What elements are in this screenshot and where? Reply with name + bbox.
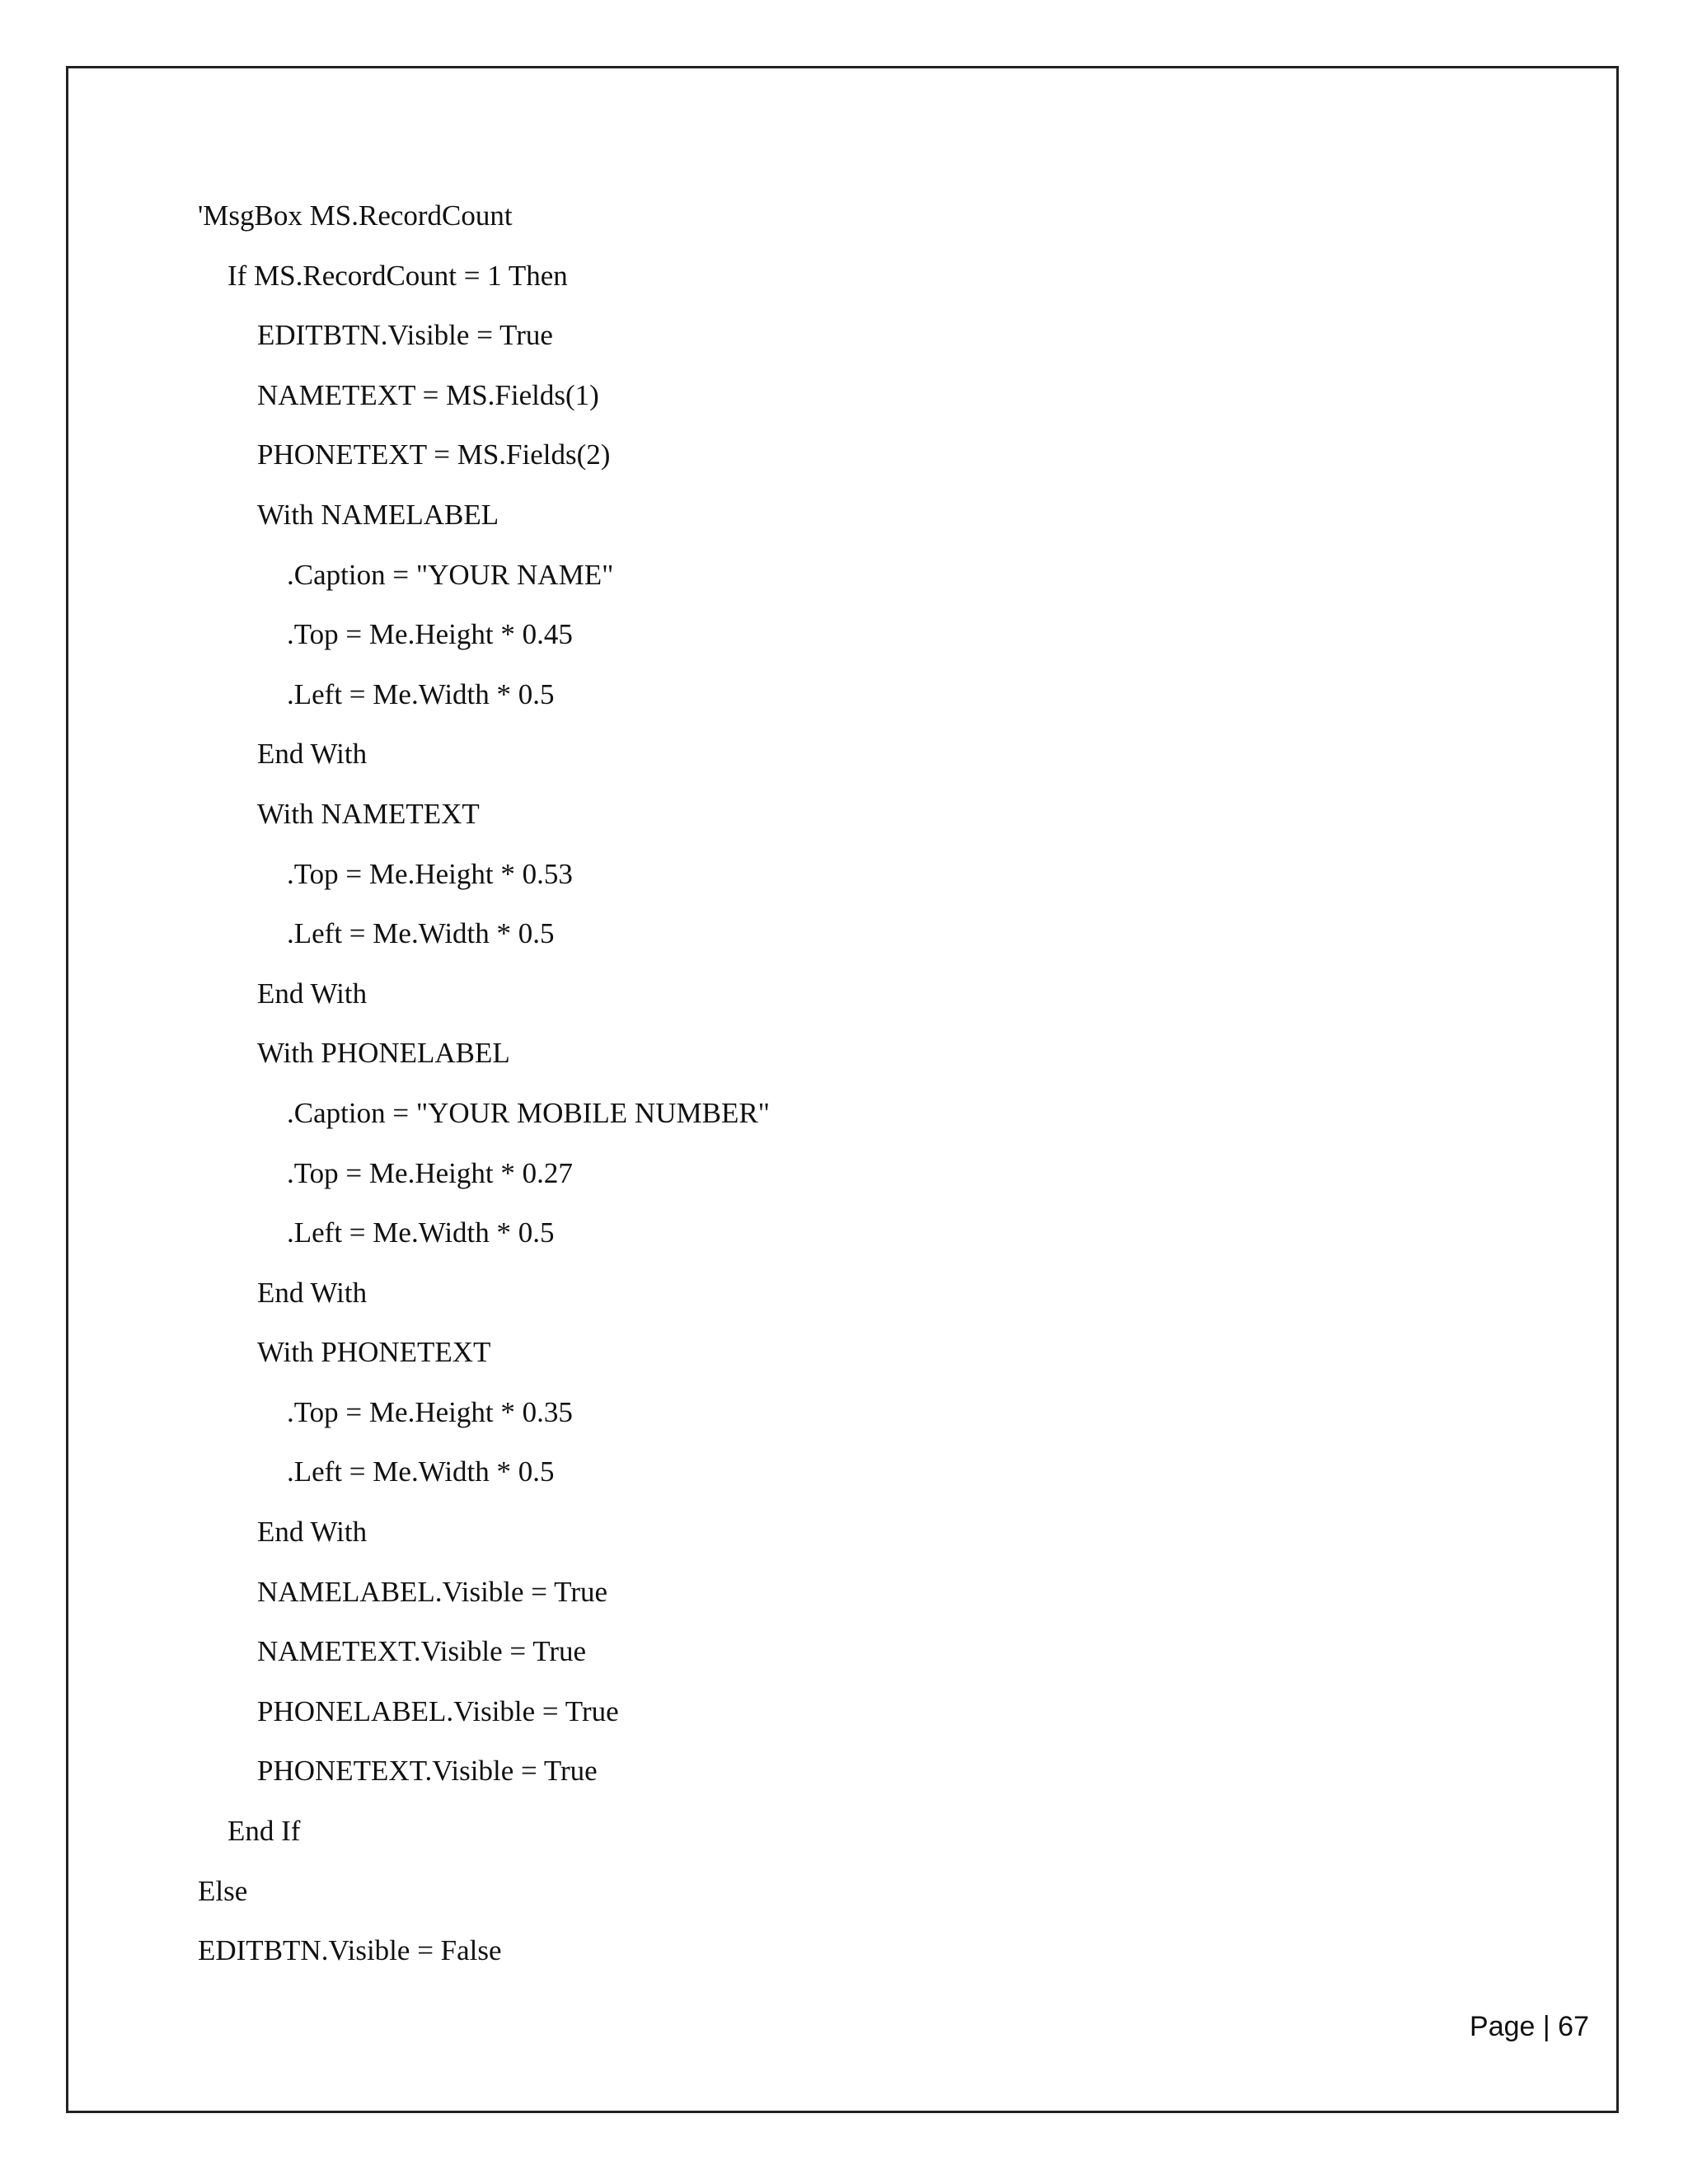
code-line: End With	[257, 977, 368, 1010]
code-line: .Left = Me.Width * 0.5	[287, 1455, 555, 1488]
code-line: .Left = Me.Width * 0.5	[287, 677, 555, 710]
code-line: .Top = Me.Height * 0.45	[287, 618, 573, 651]
code-line: EDITBTN.Visible = False	[198, 1934, 502, 1967]
code-line: With PHONETEXT	[257, 1336, 491, 1369]
code-line: .Top = Me.Height * 0.35	[287, 1395, 573, 1428]
code-line: 'MsgBox MS.RecordCount	[198, 199, 513, 232]
code-line: .Left = Me.Width * 0.5	[287, 917, 555, 950]
code-line: .Top = Me.Height * 0.27	[287, 1156, 573, 1189]
code-line: With NAMETEXT	[257, 797, 480, 830]
code-line: End With	[257, 1276, 368, 1309]
code-line: .Caption = "YOUR NAME"	[287, 558, 614, 591]
code-line: End With	[257, 738, 368, 771]
code-line: .Left = Me.Width * 0.5	[287, 1216, 555, 1249]
code-line: PHONETEXT.Visible = True	[257, 1755, 598, 1788]
code-line: PHONETEXT = MS.Fields(2)	[257, 438, 611, 471]
code-block	[198, 191, 770, 1986]
code-line: PHONELABEL.Visible = True	[257, 1694, 619, 1727]
code-line: With NAMELABEL	[257, 498, 499, 531]
code-line: End If	[227, 1815, 301, 1848]
code-line: If MS.RecordCount = 1 Then	[227, 259, 568, 292]
code-line: .Top = Me.Height * 0.53	[287, 857, 573, 890]
code-line: Else	[198, 1874, 248, 1907]
page-number: Page | 67	[1470, 2011, 1589, 2042]
code-line: EDITBTN.Visible = True	[257, 319, 553, 352]
code-line: End With	[257, 1516, 368, 1549]
code-line: NAMETEXT.Visible = True	[257, 1635, 587, 1668]
code-line: With PHONELABEL	[257, 1037, 510, 1070]
code-line: .Caption = "YOUR MOBILE NUMBER"	[287, 1096, 770, 1129]
code-line: NAMELABEL.Visible = True	[257, 1575, 608, 1608]
code-line: NAMETEXT = MS.Fields(1)	[257, 378, 599, 411]
